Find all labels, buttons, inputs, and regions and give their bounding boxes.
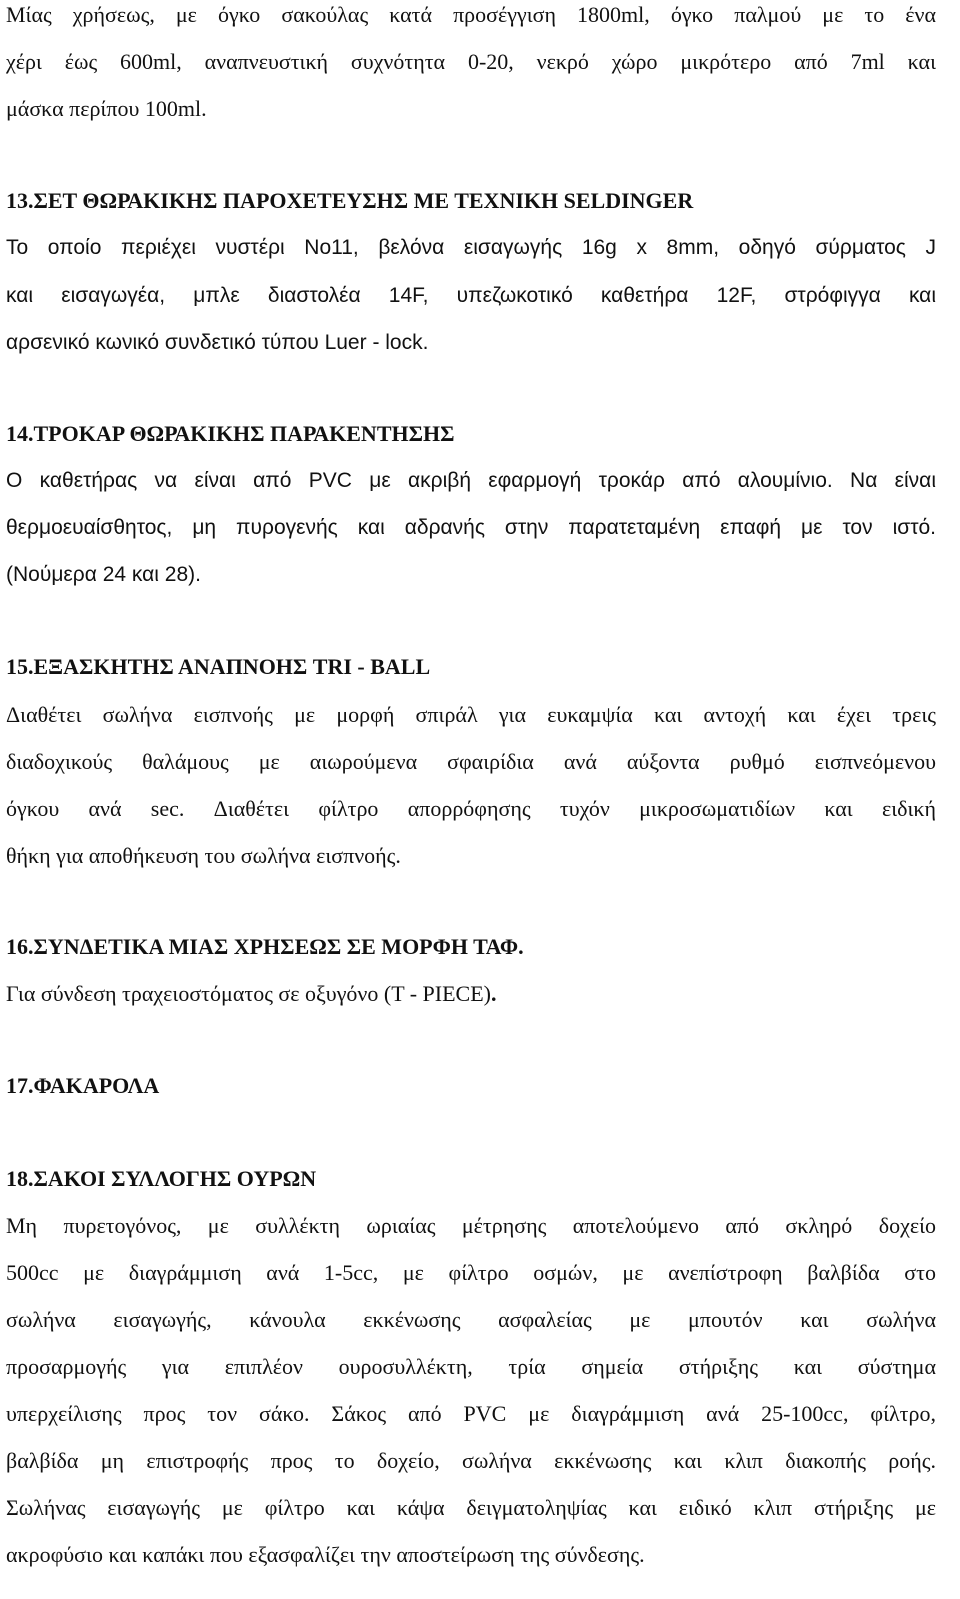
- section-15-line-3: όγκου ανά sec. Διαθέτει φίλτρο απορρόφησης τυχόν μικροσωματιδίων και ειδική: [6, 796, 936, 821]
- section-18-heading: 18.ΣΑΚΟΙ ΣΥΛΛΟΓΗΣ ΟΥΡΩΝ: [6, 1166, 317, 1191]
- section-18-line-1: Μη πυρετογόνος, με συλλέκτη ωριαίας μέτρησης αποτελούμενο από σκληρό δοχείο: [6, 1213, 936, 1238]
- section-13-line-3: αρσενικό κωνικό συνδετικό τύπου Luer - lock.: [6, 331, 429, 354]
- section-16-heading: 16.ΣΥΝΔΕΤΙΚΑ ΜΙΑΣ ΧΡΗΣΕΩΣ ΣΕ ΜΟΡΦΗ ΤΑΦ.: [6, 934, 524, 959]
- section-18-line-4: προσαρμογής για επιπλέον ουροσυλλέκτη, τρία σημεία στήριξης και σύστημα: [6, 1354, 936, 1379]
- section-18-line-5: υπερχείλισης προς τον σάκο. Σάκος από PVC με διαγράμμιση ανά 25-100cc, φίλτρο,: [6, 1401, 936, 1426]
- intro-line-2: χέρι έως 600ml, αναπνευστική συχνότητα 0-20, νεκρό χώρο μικρότερο από 7ml και: [6, 49, 936, 74]
- section-18-line-8: ακροφύσιο και καπάκι που εξασφαλίζει την αποστείρωση της σύνδεσης.: [6, 1542, 645, 1567]
- section-18-line-3: σωλήνα εισαγωγής, κάνουλα εκκένωσης ασφαλείας με μπουτόν και σωλήνα: [6, 1307, 936, 1332]
- section-15-line-2: διαδοχικούς θαλάμους με αιωρούμενα σφαιρίδια ανά αύξοντα ρυθμό εισπνεόμενου: [6, 749, 936, 774]
- section-15-heading: 15.ΕΞΑΣΚΗΤΗΣ ΑΝΑΠΝΟΗΣ TRI - BALL: [6, 654, 431, 679]
- section-15-line-4: θήκη για αποθήκευση του σωλήνα εισπνοής.: [6, 843, 401, 868]
- section-14-heading: 14.ΤΡΟΚΑΡ ΘΩΡΑΚΙΚΗΣ ΠΑΡΑΚΕΝΤΗΣΗΣ: [6, 421, 455, 446]
- section-13-line-1: Το οποίο περιέχει νυστέρι Νο11, βελόνα εισαγωγής 16g x 8mm, οδηγό σύρματος J: [6, 236, 936, 259]
- section-16-line-text: Για σύνδεση τραχειοστόματος σε οξυγόνο (T - PIECE): [6, 981, 491, 1006]
- section-13-heading: 13.ΣΕΤ ΘΩΡΑΚΙΚΗΣ ΠΑΡΟΧΕΤΕΥΣΗΣ ΜΕ ΤΕΧΝΙΚΗ SELDINGER: [6, 188, 694, 213]
- section-15-line-1: Διαθέτει σωλήνα εισπνοής με μορφή σπιράλ για ευκαμψία και αντοχή και έχει τρεις: [6, 702, 936, 727]
- section-14-line-2: θερμοευαίσθητος, μη πυρογενής και αδρανής στην παρατεταμένη επαφή με τον ιστό.: [6, 516, 936, 539]
- section-17-heading: 17.ΦΑΚΑΡΟΛΑ: [6, 1073, 160, 1098]
- intro-line-1: Μίας χρήσεως, με όγκο σακούλας κατά προσέγγιση 1800ml, όγκο παλμού με το ένα: [6, 2, 936, 27]
- section-14-line-3: (Νούμερα 24 και 28).: [6, 563, 201, 586]
- section-13-line-2: και εισαγωγέα, μπλε διαστολέα 14F, υπεζωκοτικό καθετήρα 12F, στρόφιγγα και: [6, 284, 936, 307]
- section-16-line-1: [6, 981, 497, 1007]
- section-18-line-7: Σωλήνας εισαγωγής με φίλτρο και κάψα δειγματοληψίας και ειδικό κλιπ στήριξης με: [6, 1495, 936, 1520]
- section-16-line-end: .: [491, 981, 497, 1006]
- section-18-line-6: βαλβίδα μη επιστροφής προς το δοχείο, σωλήνα εκκένωσης και κλιπ διακοπής ροής.: [6, 1448, 936, 1473]
- intro-line-3: μάσκα περίπου 100ml.: [6, 96, 207, 121]
- section-18-line-2: 500cc με διαγράμμιση ανά 1-5cc, με φίλτρο οσμών, με ανεπίστροφη βαλβίδα στο: [6, 1260, 936, 1285]
- section-14-line-1: Ο καθετήρας να είναι από PVC με ακριβή εφαρμογή τροκάρ από αλουμίνιο. Να είναι: [6, 469, 936, 492]
